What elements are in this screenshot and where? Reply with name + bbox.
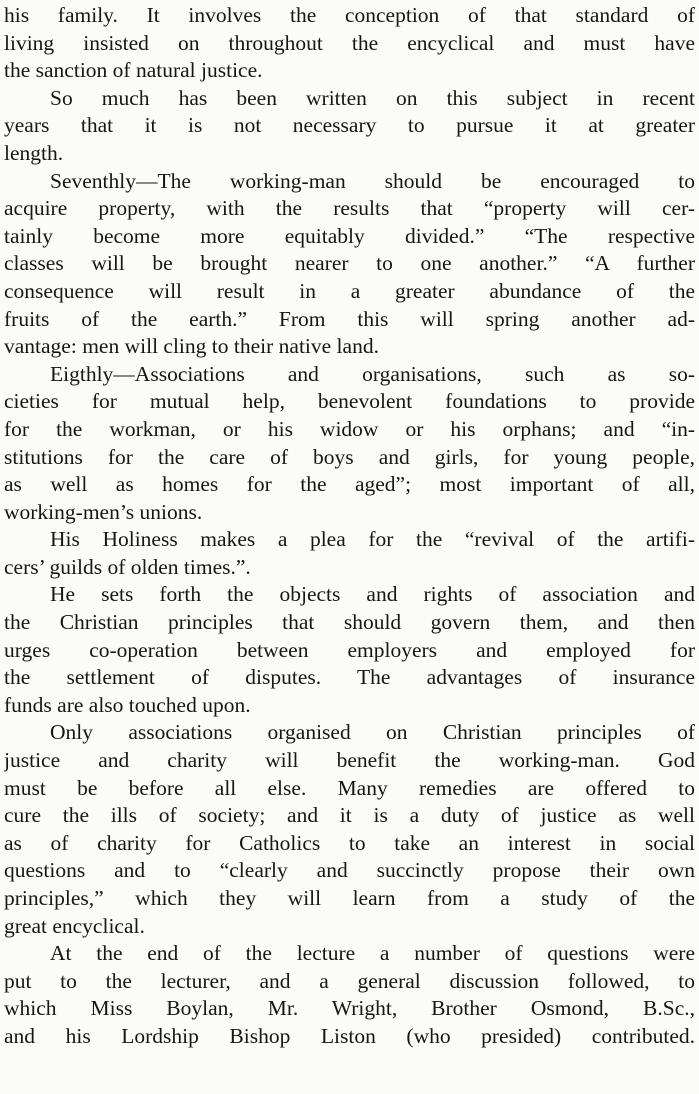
text-line: cieties for mutual help, benevolent foundations to provide <box>4 389 695 414</box>
text-line: and his Lordship Bishop Liston (who presided) contributed. <box>4 1023 695 1048</box>
paragraph-eigthly <box>4 361 695 527</box>
text-line: Seventhly—The working-man should be encouraged to <box>50 168 695 193</box>
text-line: the sanction of natural justice. <box>4 58 263 83</box>
paragraph-standard-of-living <box>4 2 695 85</box>
text-line: must be before all else. Many remedies are offered to <box>4 775 695 800</box>
text-line: So much has been written on this subject in recent <box>50 85 695 110</box>
text-line: questions and to “clearly and succinctly propose their own <box>4 858 695 883</box>
paragraph-christian-associations <box>4 719 695 940</box>
text-line: Only associations organised on Christian principles of <box>50 720 695 745</box>
text-line: fruits of the earth.” From this will spring another ad- <box>4 306 695 331</box>
paragraph-association-rights <box>4 581 695 719</box>
text-line: funds are also touched upon. <box>4 692 251 717</box>
text-line: urges co-operation between employers and employed for <box>4 637 695 662</box>
text-line: consequence will result in a greater abundance of the <box>4 278 695 303</box>
text-line: for the workman, or his widow or his orphans; and “in- <box>4 416 695 441</box>
text-line: classes will be brought nearer to one another.” “A further <box>4 251 695 276</box>
paragraph-lecture-discussion <box>4 940 695 1050</box>
text-line: cers’ guilds of olden times.”. <box>4 554 251 579</box>
text-line: principles,” which they will learn from a study of the <box>4 886 695 910</box>
text-line: as of charity for Catholics to take an interest in social <box>4 830 695 855</box>
text-line: vantage: men will cling to their native land. <box>4 334 379 359</box>
text-line: His Holiness makes a plea for the “revival of the artifi- <box>50 527 695 552</box>
text-line: cure the ills of society; and it is a duty of justice as well <box>4 803 695 828</box>
paragraph-artificers-guilds <box>4 526 695 581</box>
text-line: acquire property, with the results that “property will cer- <box>4 196 695 221</box>
text-line: justice and charity will benefit the working-man. God <box>4 748 695 773</box>
text-line: which Miss Boylan, Mr. Wright, Brother Osmond, B.Sc., <box>4 996 695 1021</box>
text-line: the Christian principles that should govern them, and then <box>4 610 695 635</box>
text-line: his family. It involves the conception of that standard of <box>4 3 695 27</box>
paragraph-seventhly <box>4 168 695 361</box>
text-line: years that it is not necessary to pursue it at greater <box>4 113 695 138</box>
text-line: as well as homes for the aged”; most important of all, <box>4 472 695 497</box>
text-line: He sets forth the objects and rights of association and <box>50 582 695 607</box>
text-line: length. <box>4 140 64 165</box>
text-line: stitutions for the care of boys and girls, for young people, <box>4 444 695 469</box>
text-line: great encyclical. <box>4 913 145 938</box>
text-line: the settlement of disputes. The advantages of insurance <box>4 665 695 690</box>
text-line: At the end of the lecture a number of questions were <box>50 941 695 966</box>
text-line: tainly become more equitably divided.” “The respective <box>4 223 695 248</box>
text-line: Eigthly—Associations and organisations, such as so- <box>50 361 695 386</box>
text-line: put to the lecturer, and a general discussion followed, to <box>4 968 695 993</box>
paragraph-much-written <box>4 85 695 168</box>
text-line: living insisted on throughout the encyclical and must have <box>4 30 695 55</box>
text-line: working-men’s unions. <box>4 499 203 524</box>
